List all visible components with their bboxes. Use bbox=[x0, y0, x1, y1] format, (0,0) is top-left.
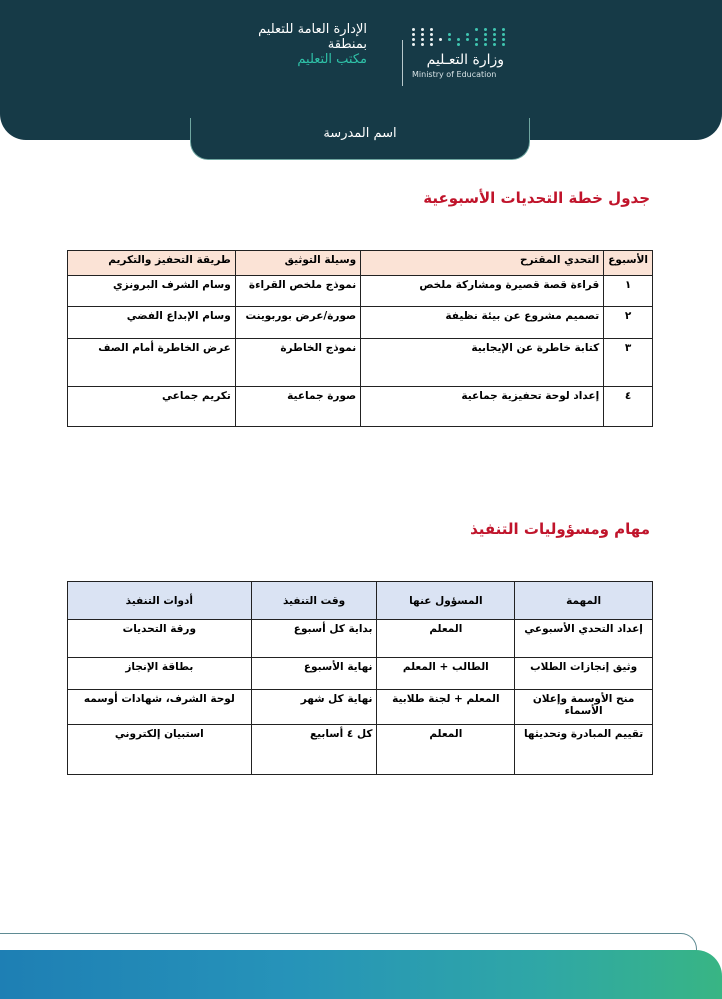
header-line-3: مكتب التعليم bbox=[297, 52, 367, 67]
table-cell: ٢ bbox=[604, 307, 653, 339]
table-cell: منح الأوسمة وإعلان الأسماء bbox=[515, 690, 653, 725]
table-cell: الطالب + المعلم bbox=[377, 658, 515, 690]
table-cell: ١ bbox=[604, 276, 653, 307]
table-row bbox=[68, 690, 653, 725]
weekly-challenges-title: جدول خطة التحديات الأسبوعية bbox=[423, 189, 650, 207]
table-row bbox=[68, 307, 653, 339]
table-row bbox=[68, 620, 653, 658]
table-cell: كل ٤ أسابيع bbox=[251, 725, 377, 775]
table-row bbox=[68, 276, 653, 307]
table-cell: صورة/عرض بوربوينت bbox=[235, 307, 360, 339]
table-cell: إعداد لوحة تحفيزية جماعية bbox=[361, 387, 604, 427]
table-row bbox=[68, 387, 653, 427]
table-row bbox=[68, 725, 653, 775]
weekly-challenges-table bbox=[67, 250, 653, 427]
table-row bbox=[68, 339, 653, 387]
table-header-cell: الأسبوع bbox=[604, 251, 653, 276]
table-header-cell: وسيلة التوثيق bbox=[235, 251, 360, 276]
header-line-1: الإدارة العامة للتعليم bbox=[258, 22, 367, 37]
table-header-cell: المسؤول عنها bbox=[377, 582, 515, 620]
ministry-logo-dots-icon bbox=[412, 28, 512, 46]
table-cell: وسام الإبداع الفضي bbox=[68, 307, 236, 339]
table-cell: بطاقة الإنجاز bbox=[68, 658, 252, 690]
table-cell: قراءة قصة قصيرة ومشاركة ملخص bbox=[361, 276, 604, 307]
table-cell: نهاية كل شهر bbox=[251, 690, 377, 725]
table-cell: وثيق إنجازات الطلاب bbox=[515, 658, 653, 690]
table-cell: نهاية الأسبوع bbox=[251, 658, 377, 690]
table-cell: ٣ bbox=[604, 339, 653, 387]
table-header-cell: التحدي المقترح bbox=[361, 251, 604, 276]
table-cell: ٤ bbox=[604, 387, 653, 427]
table-header-row bbox=[68, 582, 653, 620]
header-divider bbox=[402, 40, 403, 86]
table-header-cell: وقت التنفيذ bbox=[251, 582, 377, 620]
school-name-label: اسم المدرسة bbox=[323, 126, 397, 141]
table-cell: استبيان إلكتروني bbox=[68, 725, 252, 775]
table-cell: نموذج الخاطرة bbox=[235, 339, 360, 387]
ministry-name-arabic: وزارة التعـليم bbox=[426, 52, 504, 68]
table-cell: بداية كل أسبوع bbox=[251, 620, 377, 658]
table-cell: صورة جماعية bbox=[235, 387, 360, 427]
table-cell: المعلم bbox=[377, 620, 515, 658]
table-cell: عرض الخاطرة أمام الصف bbox=[68, 339, 236, 387]
table-cell: تصميم مشروع عن بيئة نظيفة bbox=[361, 307, 604, 339]
table-cell: لوحة الشرف، شهادات أوسمه bbox=[68, 690, 252, 725]
ministry-logo bbox=[412, 28, 512, 79]
table-cell: كتابة خاطرة عن الإيجابية bbox=[361, 339, 604, 387]
table-header-row bbox=[68, 251, 653, 276]
table-cell: إعداد التحدي الأسبوعي bbox=[515, 620, 653, 658]
table-cell: المعلم bbox=[377, 725, 515, 775]
table-header-cell: المهمة bbox=[515, 582, 653, 620]
table-cell: نموذج ملخص القراءة bbox=[235, 276, 360, 307]
header-text bbox=[258, 22, 367, 67]
table-cell: ورقة التحديات bbox=[68, 620, 252, 658]
ministry-name-english: Ministry of Education bbox=[412, 70, 497, 79]
table-row bbox=[68, 658, 653, 690]
table-header-cell: طريقة التحفيز والتكريم bbox=[68, 251, 236, 276]
table-cell: المعلم + لجنة طلابية bbox=[377, 690, 515, 725]
header-line-2: بمنطقة bbox=[327, 37, 367, 52]
tasks-responsibilities-table bbox=[67, 581, 653, 775]
tasks-responsibilities-title: مهام ومسؤوليات التنفيذ bbox=[470, 520, 650, 538]
footer-band bbox=[0, 950, 722, 999]
table-cell: وسام الشرف البرونزي bbox=[68, 276, 236, 307]
school-name-tab bbox=[190, 118, 530, 160]
table-cell: تقييم المبادرة وتحديثها bbox=[515, 725, 653, 775]
table-cell: تكريم جماعي bbox=[68, 387, 236, 427]
table-header-cell: أدوات التنفيذ bbox=[68, 582, 252, 620]
